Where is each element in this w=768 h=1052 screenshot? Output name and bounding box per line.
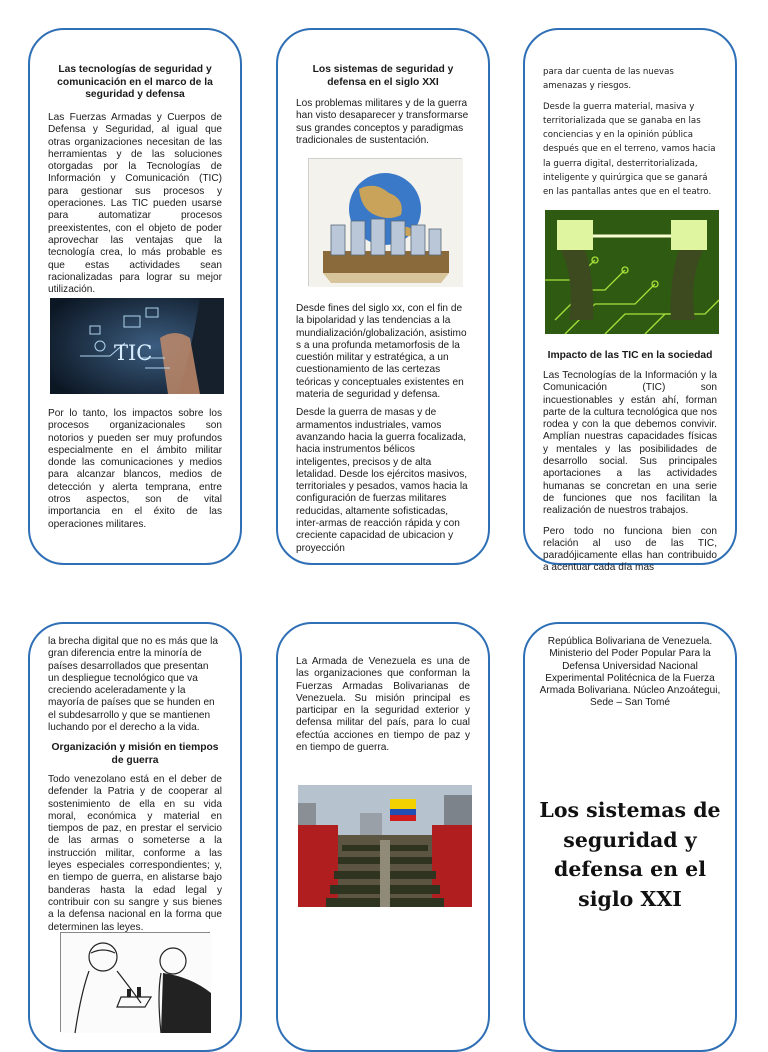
panel-armada <box>276 622 490 1052</box>
panel3-text-2: Desde la guerra material, masiva y territorializada que se ganaba en las conciencias y en la opinión pública después que en el terreno, vamos hacia la guerra digital, desterritorializada, inteligente y quirúrgica que se ganará en las pantallas antes que en el teatro. <box>543 102 716 197</box>
panel1-heading: Las tecnologías de seguridad y comunicación en el marco de la seguridad y defensa <box>57 64 213 100</box>
panel-tic-security <box>28 28 242 565</box>
panel2-heading: Los sistemas de seguridad y defensa en el siglo XXI <box>312 64 454 88</box>
institution-header: República Bolivariana de Venezuela. Ministerio del Poder Popular Para la Defensa Universidad Nacional Experimental Politécnica de la Fuerza Armada Bolivariana. Núcleo Anzoátegui, Sede – San Tomé <box>539 636 721 709</box>
panel1-paragraph-1: Las Fuerzas Armadas y Cuerpos de Defensa y Seguridad, al igual que otras organizaciones necesitan de las herramientas y de las soluciones otorgadas por la Tecnologías de Información y Comunicación (TIC) para gestionar sus procesos y operaciones. Las TIC pueden usarse para automatizar procesos preexistentes, con el objeto de poder aprovechar las ventajas que la tecnología crea, lo más probable es que estas actividades sean racionalizadas para lograr su mejor utilización. <box>48 112 222 296</box>
panel3-text-1: para dar cuenta de las nuevas amenazas y riesgos. <box>543 67 674 92</box>
tic-hand-image <box>50 298 224 394</box>
panel-tic-impact <box>523 28 737 574</box>
digital-warfare-image <box>545 210 719 334</box>
cover-title: Los sistemas de seguridad y defensa en el siglo XXI <box>539 798 721 911</box>
globe-robots-image <box>308 158 462 286</box>
panel-mission-war <box>28 622 242 1052</box>
panel2-paragraph-3: Desde la guerra de masas y de armamentos industriales, vamos avanzando hacia la guerra focalizada, hacia instrumentos bélicos inteligentes, precisos y de alta letalidad. Desde los ejércitos masivos, territoriales y pesados, vamos hacia la configuración de fuerzas militares reducidas, altamente sofisticadas, inter-armas de reacción rápida y con creciente capacidad de ubicacion y proyección <box>296 407 468 554</box>
panel1-paragraph-2: Por lo tanto, los impactos sobre los procesos organizacionales son notorios y pueden ser muy profundos especialmente en el ámbito militar donde las comunicaciones y medios para alcanzar blancos, medios de detección y alerta temprana, entre otros aspectos, son de vital importancia en el éxito de las operaciones militares. <box>48 408 222 530</box>
panel4-paragraph-2: Todo venezolano está en el deber de defender la Patria y de cooperar al sostenimiento de ella en su vida moral, económica y material en tiempos de paz, en prestar el servicio de las armas o someterse a la instrucción militar, conforme a las leyes especiales correspondientes; y, en tiempo de guerra, en alistarse bajo banderas hasta la edad legal y contribuir con su sangre y sus bienes a la defensa nacional en la forma que determinen las leyes. <box>48 774 222 933</box>
panel3-heading: Impacto de las TIC en la sociedad <box>547 350 713 361</box>
panel2-paragraph-2: Desde fines del siglo xx, con el fin de la bipolaridad y las tendencias a la mundialización/globalización, asistimo s a una profunda metamorfosis de la cuestión militar y estratégica, a un cuestionamiento de las certezas teóricas y conceptuales existentes en materia de seguridad y defensa. <box>296 303 467 401</box>
panel4-heading: Organización y misión en tiempos de guerra <box>51 742 219 766</box>
panel-security-systems <box>276 28 490 565</box>
panel-cover <box>523 622 737 1052</box>
military-parade-image <box>298 785 472 907</box>
panel3-paragraph-2: Pero todo no funciona bien con relación al uso de las TIC, paradójicamente ellas han contribuido a acentuar cada día mas <box>543 525 717 574</box>
tic-image-label: TIC <box>114 341 153 365</box>
panel2-paragraph-1: Los problemas militares y de la guerra han visto desaparecer y transformarse sus grandes conceptos y paradigmas tradicionales de sustentación. <box>296 98 469 146</box>
panel4-paragraph-1: la brecha digital que no es más que la gran diferencia entre la minoría de países desarrollados que presentan un despliegue tecnológico que va creciendo aceleradamente y la mayoría de países que se hunden en el subdesarrollo y que se mantienen luchando por el derecho a la vida. <box>48 636 219 734</box>
chess-players-drawing <box>60 932 210 1032</box>
panel5-paragraph-1: La Armada de Venezuela es una de las organizaciones que conforman la Fuerzas Armadas Bolivarianas de Venezuela. Su misión principal es participar en la seguridad exterior y defensa militar del país, para lo cual efectúa acciones en tiempo de paz y en tiempo de guerra. <box>296 656 470 754</box>
panel3-paragraph-1: Las Tecnologías de la Información y la Comunicación (TIC) son incuestionables y están ahí, forman parte de la cultura tecnológica que nos rodea y con la que debemos convivir. Amplían nuestras capacidades físicas y mentales y las posibilidades de desarrollo social. Sus principales aportaciones a las actividades humanas se concretan en una serie de funciones que nos facilitan la realización de nuestros trabajos. <box>543 370 717 517</box>
